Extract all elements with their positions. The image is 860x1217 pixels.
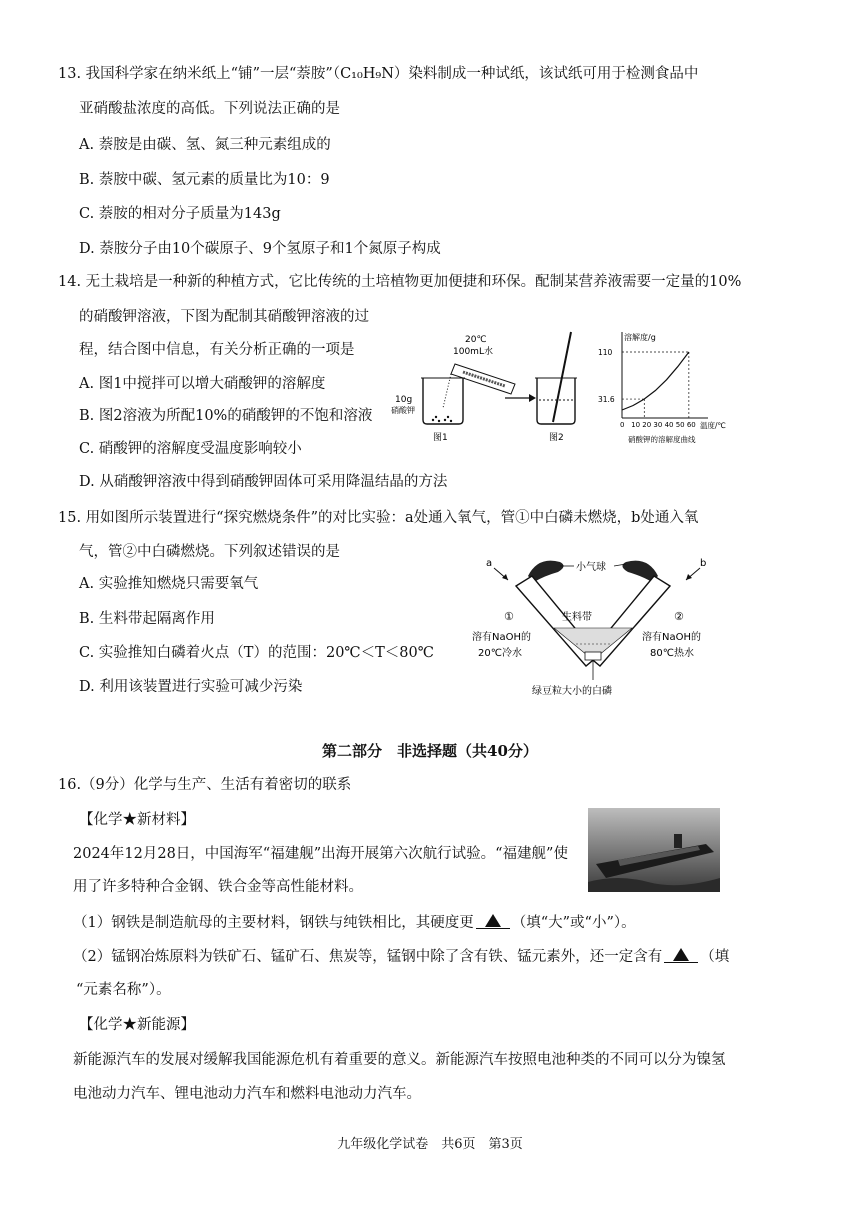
x-tick-label: 10 xyxy=(631,421,641,429)
q15-option-b: B. 生料带起隔离作用 xyxy=(79,611,215,627)
chart-title: 硝酸钾的溶解度曲线 xyxy=(628,435,696,444)
x-tick-label: 20 xyxy=(642,421,652,429)
arrow-a-icon xyxy=(494,568,508,580)
q16-stem: 16.（9分）化学与生产、生活有着密切的联系 xyxy=(58,777,352,793)
chart-axes xyxy=(598,332,708,429)
left-solution-label-1: 溶有NaOH的 xyxy=(472,632,531,643)
q14-beaker-figure xyxy=(385,328,585,448)
q16-section2-heading: 【化学★新能源】 xyxy=(79,1017,195,1033)
q16-sub1-post: （填“大”或“小”）。 xyxy=(511,915,636,931)
answer-blank-2[interactable] xyxy=(664,948,698,963)
fig2-label: 图2 xyxy=(549,433,564,443)
q13-option-c: C. 萘胺的相对分子质量为143g xyxy=(79,206,281,222)
q14-option-b: B. 图2溶液为所配10%的硝酸钾的不饱和溶液 xyxy=(79,408,373,424)
x-tick-label: 30 xyxy=(653,421,663,429)
q15-apparatus-figure xyxy=(468,548,718,698)
part2-title: 第二部分 非选择题（共40分） xyxy=(322,742,538,760)
q16-section1-heading: 【化学★新材料】 xyxy=(79,812,195,828)
q16-sub1-text: （1）钢铁是制造航母的主要材料，钢铁与纯铁相比，其硬度更 xyxy=(73,915,474,931)
chart-xlabel: 温度/℃ xyxy=(700,421,726,430)
carrier-photo xyxy=(588,808,720,892)
q14-stem-line2: 的硝酸钾溶液，下图为配制其硝酸钾溶液的过 xyxy=(79,309,369,325)
q16-sub2 xyxy=(73,948,729,966)
inlet-b-label: b xyxy=(700,558,707,569)
q16-para2-line1: 新能源汽车的发展对缓解我国能源危机有着重要的意义。新能源汽车按照电池种类的不同可以分为镍氢 xyxy=(73,1052,726,1068)
inlet-a-label: a xyxy=(486,558,493,569)
q16-sub2-line2: “元素名称”）。 xyxy=(76,982,171,998)
q16-para1-line1: 2024年12月28日，中国海军“福建舰”出海开展第六次航行试验。“福建舰”使 xyxy=(73,846,568,862)
x-tick-label: 0 xyxy=(620,421,625,429)
q13-option-d: D. 萘胺分子由10个碳原子、9个氢原子和1个氮原子构成 xyxy=(79,241,441,257)
tube1-label: ① xyxy=(504,610,514,623)
left-solution-label-2: 20℃冷水 xyxy=(478,648,522,659)
graduated-cylinder-icon xyxy=(443,364,515,408)
water-label-1: 20℃ xyxy=(465,335,487,345)
chart-marks xyxy=(622,352,689,410)
x-tick-label: 40 xyxy=(664,421,674,429)
tube2-label: ② xyxy=(674,610,684,623)
x-tick-label: 60 xyxy=(686,421,696,429)
q15-stem-line2: 气，管②中白磷燃烧。下列叙述错误的是 xyxy=(79,544,340,560)
q15-stem-line1: 15. 用如图所示装置进行“探究燃烧条件”的对比实验：a处通入氧气，管①中白磷未燃烧，b处通入氧 xyxy=(58,510,699,526)
mass-label-1: 10g xyxy=(395,395,413,405)
arrow-icon xyxy=(505,394,536,402)
mass-label-2: 硝酸钾 xyxy=(391,406,415,415)
q14-option-a: A. 图1中搅拌可以增大硝酸钾的溶解度 xyxy=(79,376,326,392)
chart-ylabel: 溶解度/g xyxy=(624,333,656,342)
y-tick-label: 110 xyxy=(598,348,613,357)
solubility-chart xyxy=(590,328,740,446)
fig1-label: 图1 xyxy=(433,433,448,443)
q13-stem-line2: 亚硝酸盐浓度的高低。下列说法正确的是 xyxy=(79,101,340,117)
q15-option-d: D. 利用该装置进行实验可减少污染 xyxy=(79,679,303,695)
q16-sub1 xyxy=(73,914,636,932)
page-footer: 九年级化学试卷 共6页 第3页 xyxy=(337,1137,523,1152)
phosphorus-label: 绿豆粒大小的白磷 xyxy=(532,686,612,697)
q16-sub2-text: （2）锰钢冶炼原料为铁矿石、锰矿石、焦炭等，锰钢中除了含有铁、锰元素外，还一定含有 xyxy=(73,949,663,965)
tape-label: 生料带 xyxy=(562,612,592,623)
y-tick-label: 31.6 xyxy=(598,395,615,405)
q14-option-d: D. 从硝酸钾溶液中得到硝酸钾固体可采用降温结晶的方法 xyxy=(79,474,448,490)
q13-option-a: A. 萘胺是由碳、氢、氮三种元素组成的 xyxy=(79,137,331,153)
q14-stem-line1: 14. 无土栽培是一种新的种植方式，它比传统的土培植物更加便捷和环保。配制某营养液需要一定量的10% xyxy=(58,274,742,290)
right-solution-label-1: 溶有NaOH的 xyxy=(642,632,701,643)
q13-option-b: B. 萘胺中碳、氢元素的质量比为10：9 xyxy=(79,172,330,188)
q14-option-c: C. 硝酸钾的溶解度受温度影响较小 xyxy=(79,441,302,457)
q14-stem-line3: 程，结合图中信息，有关分析正确的一项是 xyxy=(79,342,355,358)
v-tube-icon xyxy=(516,576,670,680)
q13-stem-line1: 13. 我国科学家在纳米纸上“铺”一层“萘胺”（C₁₀H₉N）染料制成一种试纸，该试纸可用于检测食品中 xyxy=(58,66,699,82)
x-tick-label: 50 xyxy=(675,421,685,429)
q16-para1-line2: 用了许多特种合金钢、铁合金等高性能材料。 xyxy=(73,879,363,895)
solubility-curve xyxy=(622,352,689,410)
answer-blank-1[interactable] xyxy=(476,914,510,929)
q16-sub2-post: （填 xyxy=(700,949,730,965)
q16-para2-line2: 电池动力汽车、锂电池动力汽车和燃料电池动力汽车。 xyxy=(73,1086,421,1102)
beaker-2-icon xyxy=(535,332,577,424)
right-solution-label-2: 80℃热水 xyxy=(650,648,694,659)
q15-option-a: A. 实验推知燃烧只需要氧气 xyxy=(79,576,259,592)
arrow-b-icon xyxy=(686,568,700,580)
q15-option-c: C. 实验推知白磷着火点（T）的范围：20℃＜T＜80℃ xyxy=(79,645,434,661)
balloon-label: 小气球 xyxy=(576,562,606,573)
beaker-1-icon xyxy=(421,378,465,424)
water-label-2: 100mL水 xyxy=(453,347,493,357)
